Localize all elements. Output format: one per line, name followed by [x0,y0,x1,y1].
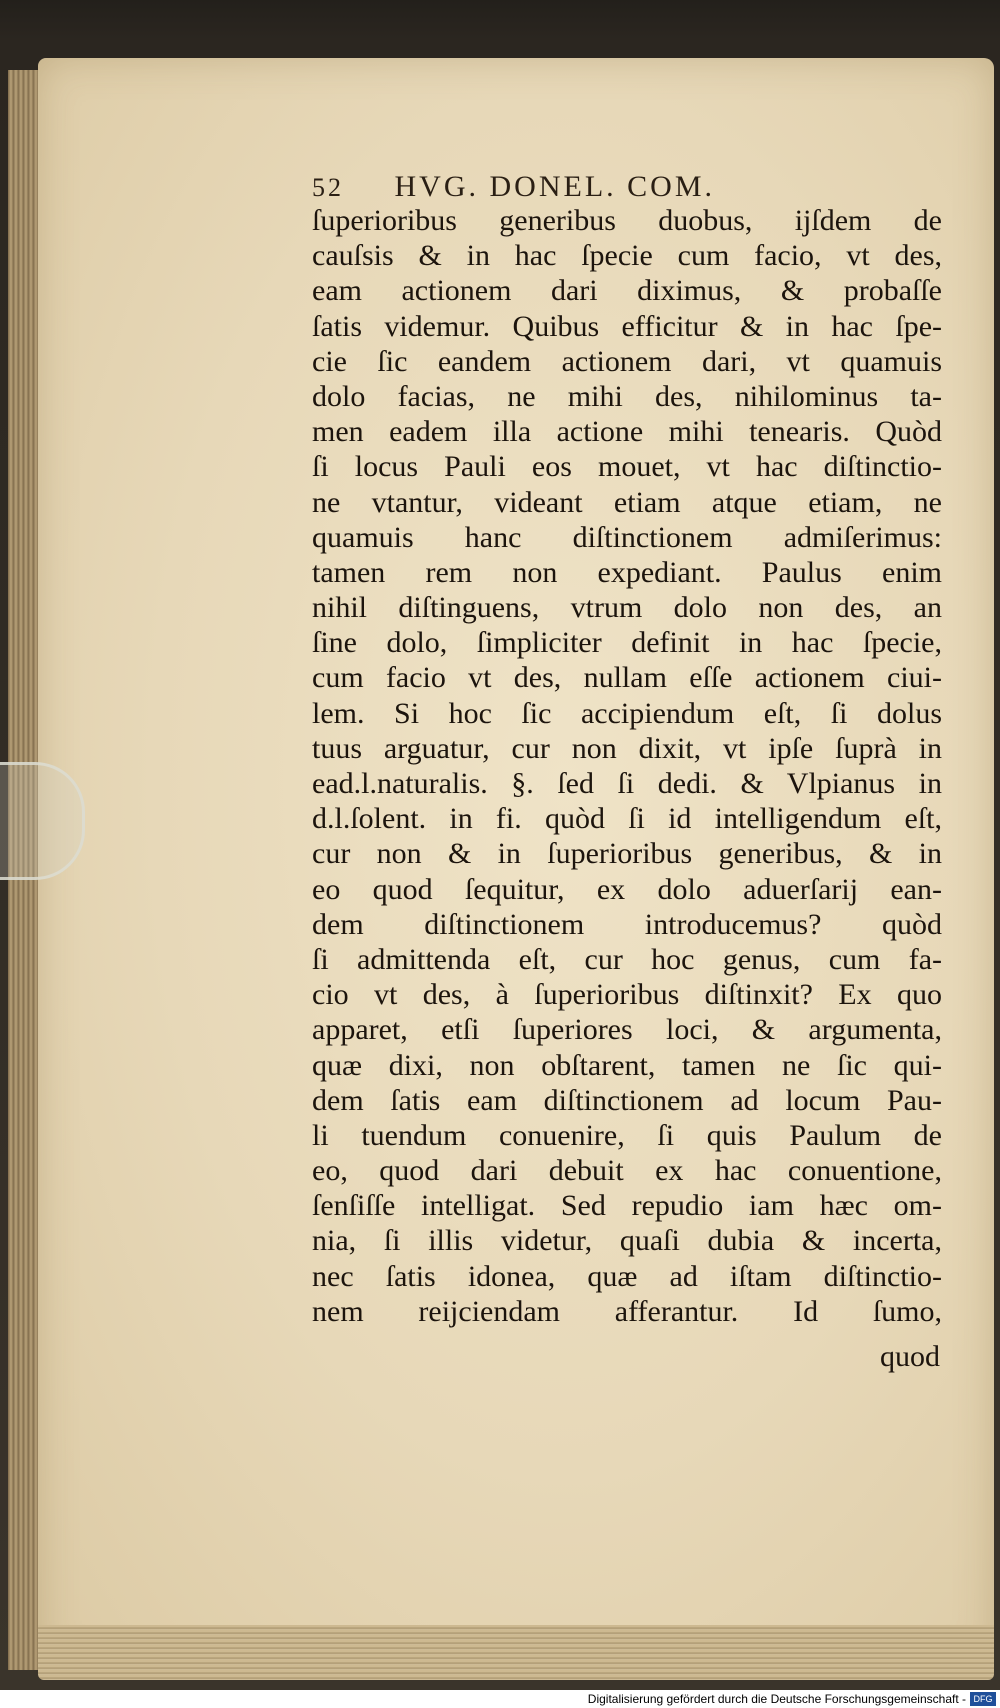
page-number: 52 [312,173,344,202]
text-line: ſine dolo, ſimpliciter definit in hac ſpecie, [312,626,942,660]
running-head [312,170,912,204]
digitization-footer [0,1690,1000,1708]
text-line: ſi locus Pauli eos mouet, vt hac diſtinctio- [312,450,942,484]
text-line: nia, ſi illis videtur, quaſi dubia & incerta, [312,1224,942,1258]
text-line: tamen rem non expediant. Paulus enim [312,555,942,589]
text-line: dem diſtinctionem introducemus? quòd [312,907,942,941]
text-line: ſatis videmur. Quibus efficitur & in hac ſpe- [312,309,942,343]
book-page-edges-bottom [38,1625,994,1680]
running-title: HVG. DONEL. COM. [394,170,715,203]
text-line: ſenſiſſe intelligat. Sed repudio iam hæc om- [312,1189,942,1223]
text-line: eo quod ſequitur, ex dolo aduerſarij ean- [312,872,942,906]
text-line: cie ſic eandem actionem dari, vt quamuis [312,344,942,378]
body-text [312,203,942,1329]
text-line: apparet, etſi ſuperiores loci, & argumenta, [312,1013,942,1047]
text-line: ead.l.naturalis. §. ſed ſi dedi. & Vlpianus in [312,767,942,800]
text-line: eo, quod dari debuit ex hac conuentione, [312,1154,942,1188]
text-line: eam actionem dari diximus, & probaſſe [312,274,942,308]
text-line: ſi admittenda eſt, cur hoc genus, cum fa- [312,942,942,976]
text-line: li tuendum conuenire, ſi quis Paulum de [312,1118,942,1152]
text-line: ne vtantur, videant etiam atque etiam, ne [312,485,942,519]
text-line: nihil diſtinguens, vtrum dolo non des, an [312,591,942,625]
text-line: cur non & in ſuperioribus generibus, & in [312,837,942,871]
catchword: quod [880,1340,940,1373]
text-line: cauſsis & in hac ſpecie cum facio, vt des, [312,239,942,273]
text-line: quamuis hanc diſtinctionem admiſerimus: [312,520,942,554]
text-line: quæ dixi, non obſtarent, tamen ne ſic qui- [312,1048,942,1082]
text-line: men eadem illa actione mihi tenearis. Quòd [312,415,942,449]
text-line: nem reijciendam afferantur. Id ſumo, [312,1294,942,1328]
text-line: cio vt des, à ſuperioribus diſtinxit? Ex quo [312,978,942,1012]
paper-clip [0,762,85,880]
text-line: dolo facias, ne mihi des, nihilominus ta- [312,379,942,413]
text-line: cum facio vt des, nullam eſſe actionem ciui- [312,661,942,695]
text-line: d.l.ſolent. in fi. quòd ſi id intelligendum eſt, [312,802,942,836]
text-line: ſuperioribus generibus duobus, ijſdem de [312,204,942,237]
text-line: tuus arguatur, cur non dixit, vt ipſe ſuprà in [312,731,942,765]
dfg-logo-icon: DFG [970,1692,996,1706]
text-line: dem ſatis eam diſtinctionem ad locum Pau- [312,1083,942,1117]
text-line: lem. Si hoc ſic accipiendum eſt, ſi dolus [312,696,942,730]
text-line: nec ſatis idonea, quæ ad iſtam diſtinctio- [312,1259,942,1293]
footer-credit: Digitalisierung gefördert durch die Deutsche Forschungsgemeinschaft - [587,1692,966,1706]
